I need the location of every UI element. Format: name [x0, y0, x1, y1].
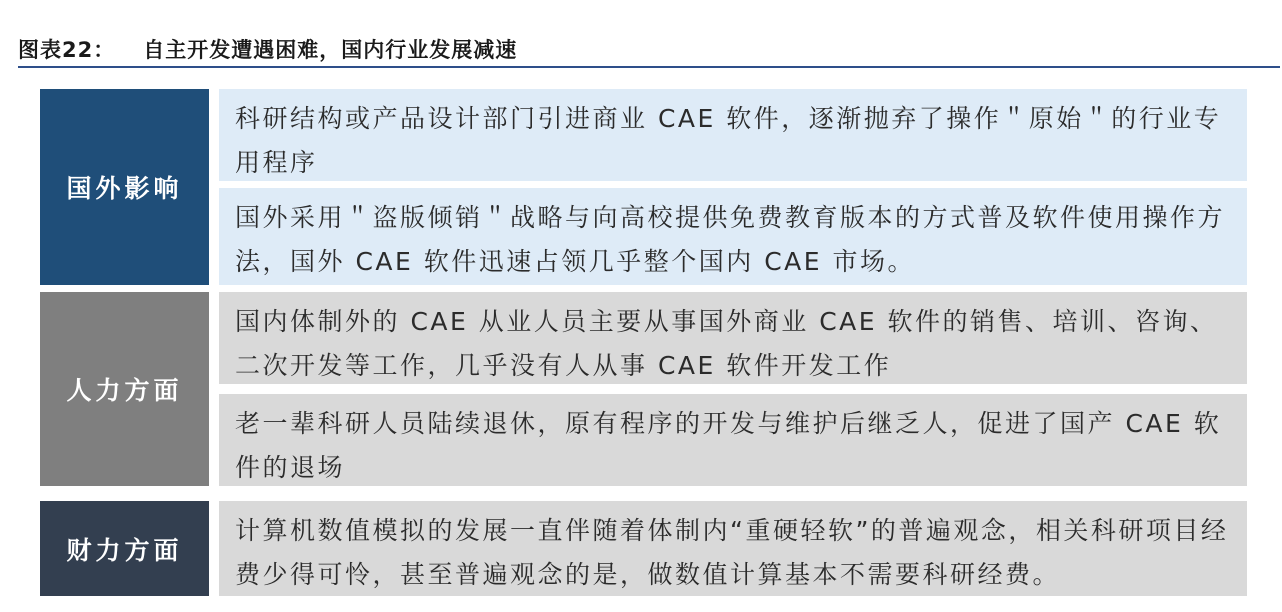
category-funding: 财力方面: [40, 501, 209, 596]
human-resources-item-1: 国内体制外的 CAE 从业人员主要从事国外商业 CAE 软件的销售、培训、咨询、二次开发等工作，几乎没有人从事 CAE 软件开发工作: [219, 292, 1247, 384]
figure-caption: 自主开发遭遇困难，国内行业发展减速: [143, 38, 518, 62]
category-human-resources: 人力方面: [40, 292, 209, 486]
foreign-influence-item-1: 科研结构或产品设计部门引进商业 CAE 软件，逐渐抛弃了操作＂原始＂的行业专用程序: [219, 89, 1247, 181]
figure-title: [18, 34, 517, 64]
figure-number: 图表22：: [18, 38, 116, 62]
human-resources-item-2: 老一辈科研人员陆续退休，原有程序的开发与维护后继乏人，促进了国产 CAE 软件的退场: [219, 394, 1247, 486]
foreign-influence-item-2: 国外采用＂盗版倾销＂战略与向高校提供免费教育版本的方式普及软件使用操作方法，国外 CAE 软件迅速占领几乎整个国内 CAE 市场。: [219, 188, 1247, 285]
category-foreign-influence: 国外影响: [40, 89, 209, 285]
title-divider: [18, 66, 1280, 68]
funding-item-1: 计算机数值模拟的发展一直伴随着体制内“重硬轻软”的普遍观念，相关科研项目经费少得可怜，甚至普遍观念的是，做数值计算基本不需要科研经费。: [219, 501, 1247, 596]
